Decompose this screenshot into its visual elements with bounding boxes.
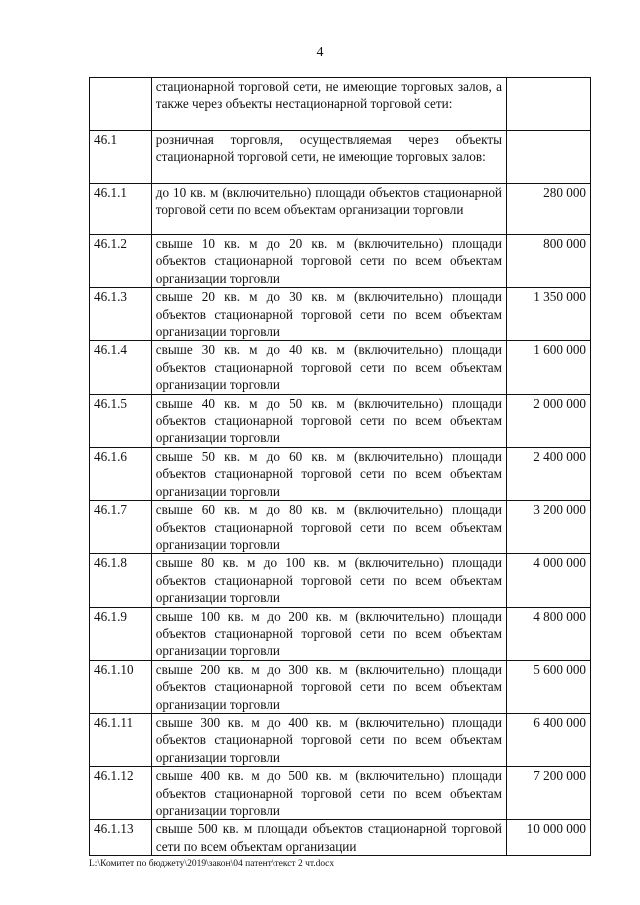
row-code: 46.1.7 bbox=[90, 501, 152, 554]
row-description: свыше 20 кв. м до 30 кв. м (включительно) площади объектов стационарной торговой сети по всем объектам организации торговли bbox=[151, 288, 506, 341]
table-row bbox=[90, 288, 591, 341]
row-amount: 280 000 bbox=[506, 184, 590, 235]
row-amount bbox=[506, 131, 590, 184]
table-row bbox=[90, 767, 591, 820]
table-row bbox=[90, 235, 591, 288]
table-row bbox=[90, 713, 591, 766]
table-row bbox=[90, 820, 591, 856]
table-row bbox=[90, 78, 591, 131]
row-description: свыше 10 кв. м до 20 кв. м (включительно) площади объектов стационарной торговой сети по всем объектам организации торговли bbox=[151, 235, 506, 288]
row-description: свыше 30 кв. м до 40 кв. м (включительно) площади объектов стационарной торговой сети по всем объектам организации торговли bbox=[151, 341, 506, 394]
row-code: 46.1.8 bbox=[90, 554, 152, 607]
row-amount: 7 200 000 bbox=[506, 767, 590, 820]
row-amount: 1 600 000 bbox=[506, 341, 590, 394]
row-description: свыше 80 кв. м до 100 кв. м (включительно) площади объектов стационарной торговой сети по всем объектам организации торговли bbox=[151, 554, 506, 607]
table-row bbox=[90, 660, 591, 713]
row-code: 46.1 bbox=[90, 131, 152, 184]
row-description: свыше 50 кв. м до 60 кв. м (включительно) площади объектов стационарной торговой сети по всем объектам организации торговли bbox=[151, 447, 506, 500]
row-description: свыше 60 кв. м до 80 кв. м (включительно) площади объектов стационарной торговой сети по всем объектам организации торговли bbox=[151, 501, 506, 554]
row-code: 46.1.11 bbox=[90, 713, 152, 766]
row-code: 46.1.4 bbox=[90, 341, 152, 394]
tariff-table bbox=[89, 77, 591, 856]
row-description: стационарной торговой сети, не имеющие торговых залов, а также через объекты нестационарной торговой сети: bbox=[151, 78, 506, 131]
row-description: свыше 500 кв. м площади объектов стационарной торговой сети по всем объектам организации bbox=[151, 820, 506, 856]
table-row bbox=[90, 501, 591, 554]
footer-file-path: L:\Комитет по бюджету\2019\закон\04 патент\текст 2 чт.docx bbox=[89, 859, 335, 869]
table-row bbox=[90, 341, 591, 394]
row-code: 46.1.1 bbox=[90, 184, 152, 235]
table-row bbox=[90, 394, 591, 447]
row-amount: 1 350 000 bbox=[506, 288, 590, 341]
table-row bbox=[90, 131, 591, 184]
row-amount: 4 000 000 bbox=[506, 554, 590, 607]
row-description: свыше 40 кв. м до 50 кв. м (включительно) площади объектов стационарной торговой сети по всем объектам организации торговли bbox=[151, 394, 506, 447]
row-amount: 3 200 000 bbox=[506, 501, 590, 554]
row-code: 46.1.13 bbox=[90, 820, 152, 856]
row-amount: 800 000 bbox=[506, 235, 590, 288]
row-amount bbox=[506, 78, 590, 131]
row-amount: 5 600 000 bbox=[506, 660, 590, 713]
table-row bbox=[90, 447, 591, 500]
row-code: 46.1.6 bbox=[90, 447, 152, 500]
page-number: 4 bbox=[316, 45, 324, 60]
row-code: 46.1.5 bbox=[90, 394, 152, 447]
table-row bbox=[90, 607, 591, 660]
row-description: розничная торговля, осуществляемая через объекты стационарной торговой сети, не имеющие торговых залов: bbox=[151, 131, 506, 184]
row-code: 46.1.2 bbox=[90, 235, 152, 288]
row-amount: 2 400 000 bbox=[506, 447, 590, 500]
row-amount: 2 000 000 bbox=[506, 394, 590, 447]
row-amount: 4 800 000 bbox=[506, 607, 590, 660]
row-description: до 10 кв. м (включительно) площади объектов стационарной торговой сети по всем объектам организации торговли bbox=[151, 184, 506, 235]
row-description: свыше 300 кв. м до 400 кв. м (включительно) площади объектов стационарной торговой сети по всем объектам организации торговли bbox=[151, 713, 506, 766]
table-row bbox=[90, 554, 591, 607]
row-description: свыше 400 кв. м до 500 кв. м (включительно) площади объектов стационарной торговой сети по всем объектам организации торговли bbox=[151, 767, 506, 820]
row-code: 46.1.12 bbox=[90, 767, 152, 820]
row-description: свыше 100 кв. м до 200 кв. м (включительно) площади объектов стационарной торговой сети по всем объектам организации торговли bbox=[151, 607, 506, 660]
row-code: 46.1.10 bbox=[90, 660, 152, 713]
row-description: свыше 200 кв. м до 300 кв. м (включительно) площади объектов стационарной торговой сети по всем объектам организации торговли bbox=[151, 660, 506, 713]
row-amount: 6 400 000 bbox=[506, 713, 590, 766]
row-code: 46.1.3 bbox=[90, 288, 152, 341]
row-amount: 10 000 000 bbox=[506, 820, 590, 856]
row-code bbox=[90, 78, 152, 131]
row-code: 46.1.9 bbox=[90, 607, 152, 660]
table-row bbox=[90, 184, 591, 235]
